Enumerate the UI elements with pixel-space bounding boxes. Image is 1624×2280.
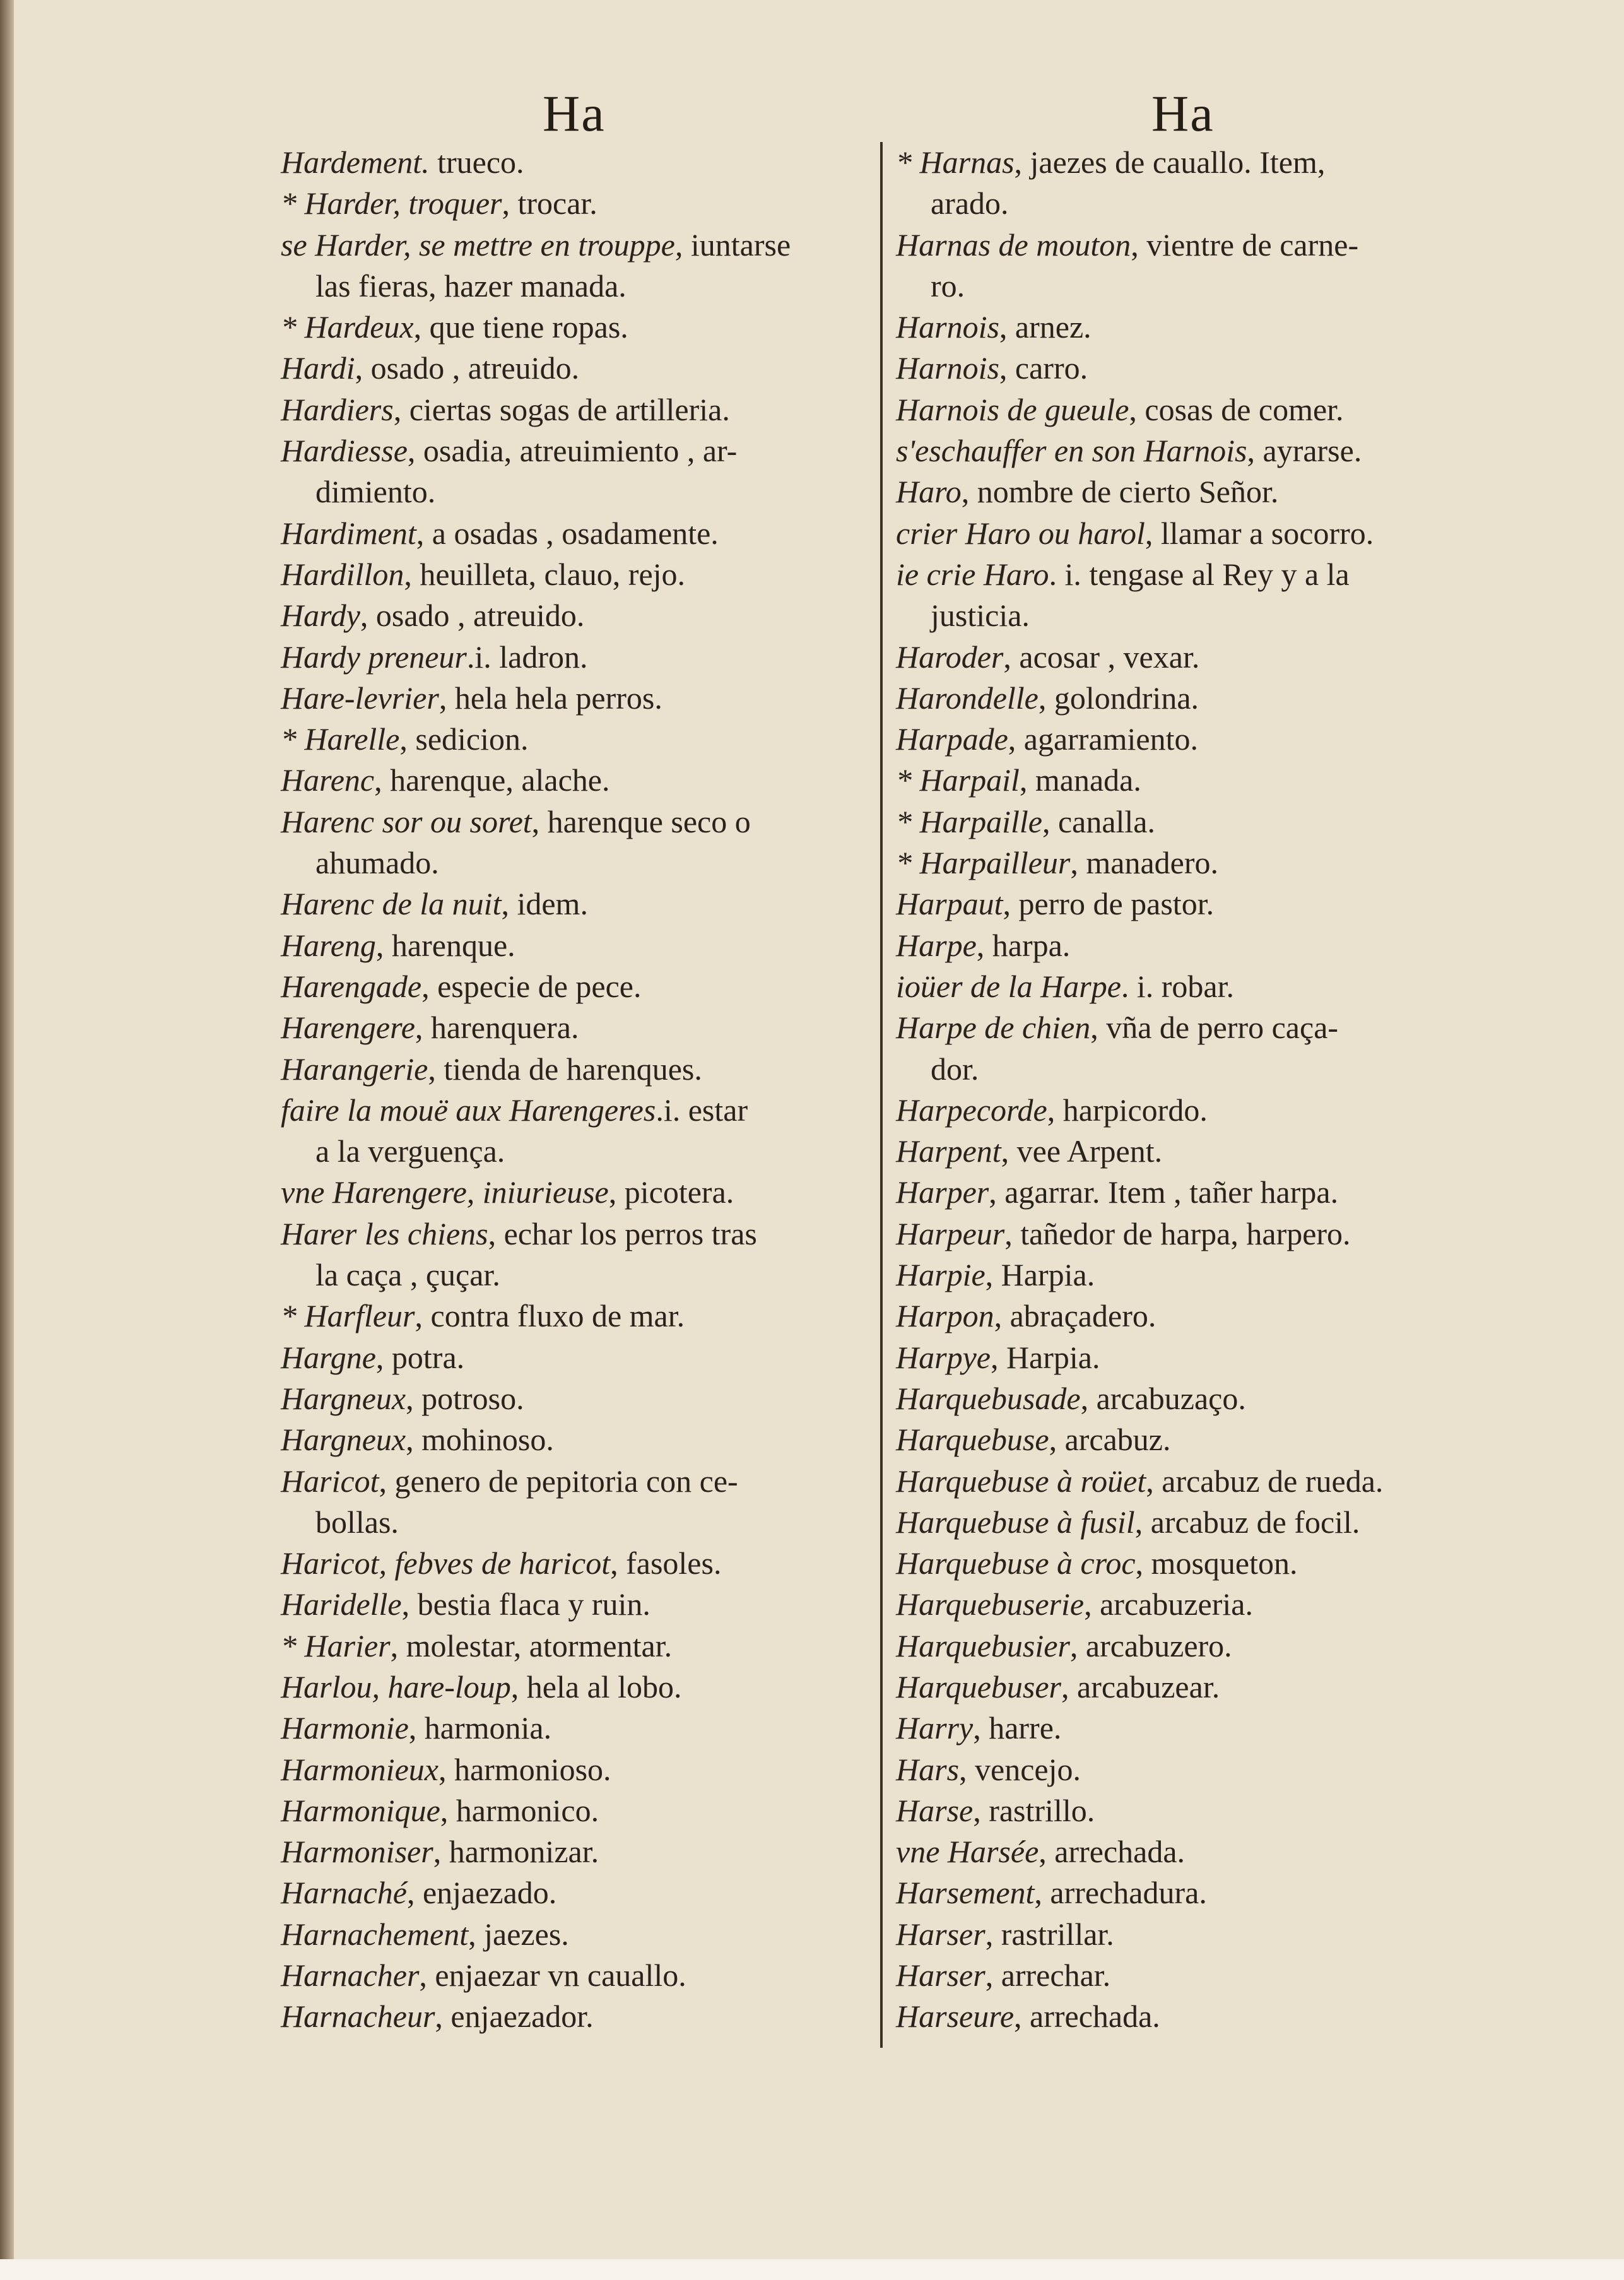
dictionary-entry <box>896 1543 1539 1584</box>
entry-headword: Harengere <box>281 1010 415 1046</box>
dictionary-entry <box>281 1955 877 1996</box>
entry-headword: Harengade <box>281 968 422 1004</box>
entry-headword: Harangerie <box>281 1051 428 1087</box>
dictionary-entry <box>896 678 1539 719</box>
entry-gloss: , ciertas sogas de artilleria. <box>393 391 730 427</box>
entry-gloss: , osadia, atreuimiento , ar- <box>407 433 738 469</box>
dictionary-entry <box>281 471 877 512</box>
entry-headword: * Harier <box>281 1627 391 1663</box>
entry-headword: Harquebuse <box>896 1422 1049 1458</box>
entry-headword: Harenc sor ou soret <box>281 803 532 839</box>
dictionary-entry <box>896 801 1539 842</box>
entry-gloss: bollas. <box>315 1504 399 1540</box>
entry-headword: Harpaut <box>896 886 1003 922</box>
dictionary-entry <box>896 719 1539 760</box>
entry-headword: Hardement. <box>281 145 430 180</box>
entry-gloss: , enjaezar vn cauallo. <box>419 1958 686 1994</box>
entry-headword: Harnacheur <box>281 1999 435 2035</box>
entry-gloss: , enjaezado. <box>406 1875 557 1911</box>
dictionary-entry <box>896 1831 1539 1872</box>
entry-headword: Harnas de mouton <box>896 227 1131 263</box>
dictionary-entry <box>281 1914 877 1955</box>
dictionary-entry <box>281 266 877 307</box>
entry-headword: Harpecorde <box>896 1092 1047 1128</box>
dictionary-entry <box>896 1708 1539 1749</box>
dictionary-entry <box>281 1996 877 2037</box>
entry-headword: Harnacher <box>281 1958 420 1994</box>
entry-gloss: dimiento. <box>315 474 436 510</box>
entry-gloss: , contra fluxo de mar. <box>415 1298 685 1334</box>
dictionary-entry <box>896 348 1539 389</box>
entry-headword: Harse <box>896 1792 974 1828</box>
dictionary-entry <box>281 348 877 389</box>
entry-headword: Hars <box>896 1751 960 1787</box>
entry-headword: Harquebuser <box>896 1669 1062 1704</box>
dictionary-entry <box>281 719 877 760</box>
dictionary-entry <box>281 554 877 595</box>
entry-gloss: , jaezes de cauallo. Item, <box>1014 145 1326 180</box>
dictionary-entry <box>281 142 877 183</box>
dictionary-entry <box>281 225 877 266</box>
entry-headword: Harper <box>896 1174 989 1210</box>
dictionary-entry <box>896 183 1539 224</box>
entry-headword: Harenc <box>281 762 375 798</box>
entry-gloss: a la verguença. <box>315 1133 505 1169</box>
entry-headword: Harser <box>896 1958 986 1994</box>
dictionary-entry <box>896 1749 1539 1790</box>
entry-gloss: , Harpia. <box>985 1257 1095 1293</box>
entry-gloss: , especie de pece. <box>421 968 642 1004</box>
entry-headword: Harlou, hare-loup <box>281 1669 511 1704</box>
entry-headword: Harsement <box>896 1875 1035 1911</box>
entry-gloss: , canalla. <box>1042 803 1155 839</box>
entry-gloss: , ayrarse. <box>1247 433 1362 469</box>
entry-gloss: , mosqueton. <box>1135 1545 1298 1581</box>
entry-headword: ioüer de la Harpe <box>896 968 1121 1004</box>
dictionary-entry <box>281 883 877 924</box>
dictionary-entry <box>281 595 877 636</box>
entry-headword: Hardiers <box>281 391 394 427</box>
entry-headword: Harpent <box>896 1133 1001 1169</box>
entry-gloss: .i. ladron. <box>466 639 588 675</box>
entry-gloss: , picotera. <box>608 1174 734 1210</box>
dictionary-entry <box>281 637 877 678</box>
entry-headword: Hargneux <box>281 1380 406 1416</box>
entry-gloss: , harmonioso. <box>438 1751 611 1787</box>
entry-gloss: , fasoles. <box>610 1545 722 1581</box>
entry-gloss: , hela hela perros. <box>438 680 662 716</box>
entry-gloss: dor. <box>931 1051 979 1087</box>
entry-gloss: , mohinoso. <box>406 1422 554 1458</box>
left-running-head: Ha <box>543 85 606 142</box>
entry-gloss: , agarramiento. <box>1008 721 1199 757</box>
dictionary-entry <box>281 1749 877 1790</box>
dictionary-entry <box>896 389 1539 430</box>
entry-gloss: , vientre de carne- <box>1131 227 1359 263</box>
entry-gloss: , tañedor de harpa, harpero. <box>1004 1215 1351 1251</box>
entry-headword: Harquebuserie <box>896 1586 1085 1622</box>
dictionary-entry <box>896 513 1539 554</box>
entry-gloss: , osado , atreuido. <box>355 350 580 386</box>
entry-gloss: , idem. <box>501 886 588 922</box>
entry-headword: Harnois <box>896 350 999 386</box>
dictionary-entry <box>281 389 877 430</box>
dictionary-entry <box>896 1667 1539 1708</box>
entry-gloss: justicia. <box>931 598 1030 634</box>
dictionary-entry <box>281 430 877 471</box>
dictionary-entry <box>896 1296 1539 1337</box>
entry-headword: * Harder, troquer <box>281 186 502 222</box>
entry-gloss: la caça , çuçar. <box>315 1257 500 1293</box>
entry-headword: Hardillon <box>281 556 404 592</box>
entry-gloss: , acosar , vexar. <box>1003 639 1200 675</box>
dictionary-entry <box>896 307 1539 348</box>
entry-gloss: las fieras, hazer manada. <box>315 268 627 304</box>
entry-gloss: iuntarse <box>683 227 791 263</box>
entry-gloss: , Harpia. <box>990 1339 1100 1375</box>
binding-shadow <box>0 0 14 2280</box>
dictionary-entry <box>896 842 1539 883</box>
right-column <box>896 142 1539 2038</box>
entry-headword: Harquebusier <box>896 1627 1070 1663</box>
left-column <box>281 142 877 2038</box>
entry-headword: Hardiesse <box>281 433 408 469</box>
entry-gloss: , sedicion. <box>399 721 529 757</box>
column-divider <box>880 142 883 2048</box>
entry-headword: crier Haro ou harol <box>896 515 1145 551</box>
dictionary-entry <box>896 1090 1539 1131</box>
entry-gloss: trueco. <box>429 145 524 180</box>
entry-headword: Hare-levrier <box>281 680 439 716</box>
dictionary-entry <box>896 760 1539 801</box>
entry-gloss: , enjaezador. <box>435 1999 594 2035</box>
dictionary-entry <box>896 1214 1539 1255</box>
entry-headword: vne Harengere, iniurieuse <box>281 1174 609 1210</box>
entry-gloss: , harmonia. <box>408 1710 552 1746</box>
entry-gloss: , arrechada. <box>1014 1999 1160 2035</box>
entry-gloss: , vee Arpent. <box>1001 1133 1163 1169</box>
entry-headword: Harmonie <box>281 1710 409 1746</box>
entry-gloss: , osado , atreuido. <box>360 598 585 634</box>
dictionary-entry <box>896 430 1539 471</box>
entry-headword: * Hardeux <box>281 309 414 345</box>
dictionary-entry <box>281 1296 877 1337</box>
entry-headword: Haricot <box>281 1463 379 1499</box>
entry-headword: Hardy preneur <box>281 639 467 675</box>
entry-headword: * Harpail <box>896 762 1020 798</box>
entry-gloss: , arrechadura. <box>1034 1875 1207 1911</box>
dictionary-entry <box>896 1996 1539 2037</box>
dictionary-entry <box>281 1831 877 1872</box>
entry-gloss: , arcabuz. <box>1049 1422 1171 1458</box>
dictionary-entry <box>896 1378 1539 1419</box>
page-bottom-edge <box>0 2259 1624 2280</box>
dictionary-entry <box>896 225 1539 266</box>
entry-gloss: . i. robar. <box>1121 968 1235 1004</box>
entry-headword: Harquebuse à croc <box>896 1545 1136 1581</box>
dictionary-entry <box>896 1007 1539 1048</box>
dictionary-entry <box>896 966 1539 1007</box>
dictionary-entry <box>281 1708 877 1749</box>
entry-headword: Harquebuse à roüet <box>896 1463 1146 1499</box>
entry-gloss: , vña de perro caça- <box>1090 1010 1339 1046</box>
entry-headword: Haridelle <box>281 1586 402 1622</box>
entry-gloss: , arnez. <box>999 309 1091 345</box>
dictionary-entry <box>281 1419 877 1460</box>
entry-headword: Harnois <box>896 309 999 345</box>
dictionary-entry <box>281 1255 877 1296</box>
dictionary-entry <box>896 1337 1539 1378</box>
entry-gloss: , arcabuzear. <box>1061 1669 1220 1704</box>
entry-headword: Haricot, febves de haricot <box>281 1545 611 1581</box>
dictionary-entry <box>281 1378 877 1419</box>
dictionary-entry <box>281 1584 877 1625</box>
dictionary-entry <box>896 471 1539 512</box>
entry-gloss: , potra. <box>375 1339 465 1375</box>
entry-headword: Hargneux <box>281 1422 406 1458</box>
dictionary-entry <box>896 883 1539 924</box>
dictionary-entry <box>896 1955 1539 1996</box>
entry-headword: Harpe <box>896 927 977 963</box>
entry-headword: ie crie Haro <box>896 556 1049 592</box>
dictionary-entry <box>281 842 877 883</box>
entry-headword: * Harpailleur <box>896 845 1071 881</box>
entry-gloss: , llamar a socorro. <box>1144 515 1374 551</box>
entry-gloss: , harpa. <box>976 927 1071 963</box>
entry-headword: Harenc de la nuit <box>281 886 502 922</box>
entry-headword: Hardi <box>281 350 355 386</box>
entry-gloss: , heuilleta, clauo, rejo. <box>404 556 686 592</box>
dictionary-entry <box>281 966 877 1007</box>
entry-headword: Harser <box>896 1916 986 1952</box>
entry-gloss: arado. <box>931 186 1009 222</box>
entry-headword: Harpeur <box>896 1215 1005 1251</box>
entry-headword: Harquebusade <box>896 1380 1081 1416</box>
entry-gloss: , arcabuzeria. <box>1084 1586 1253 1622</box>
dictionary-entry <box>896 1419 1539 1460</box>
entry-gloss: , echar los perros tras <box>488 1215 757 1251</box>
entry-gloss: , a osadas , osadamente. <box>416 515 719 551</box>
dictionary-entry <box>281 1626 877 1667</box>
dictionary-entry <box>896 142 1539 183</box>
dictionary-entry <box>281 1790 877 1831</box>
dictionary-entry <box>281 760 877 801</box>
dictionary-entry <box>281 1090 877 1131</box>
dictionary-entry <box>281 1543 877 1584</box>
entry-gloss: , vencejo. <box>959 1751 1081 1787</box>
entry-gloss: , agarrar. Item , tañer harpa. <box>989 1174 1339 1210</box>
entry-gloss: , harmonico. <box>440 1792 599 1828</box>
entry-gloss: , manadero. <box>1070 845 1219 881</box>
entry-gloss: , arcabuz de rueda. <box>1146 1463 1384 1499</box>
dictionary-entry <box>896 1131 1539 1172</box>
dictionary-entry <box>896 1584 1539 1625</box>
dictionary-entry <box>896 1914 1539 1955</box>
dictionary-entry <box>896 637 1539 678</box>
dictionary-entry <box>896 1626 1539 1667</box>
dictionary-entry <box>896 595 1539 636</box>
entry-headword: * Harnas <box>896 145 1015 180</box>
dictionary-entry <box>896 1790 1539 1831</box>
entry-gloss: , perro de pastor. <box>1003 886 1215 922</box>
entry-gloss: , manada. <box>1019 762 1141 798</box>
dictionary-entry <box>281 1872 877 1913</box>
entry-headword: Hargne <box>281 1339 376 1375</box>
entry-headword: Harer les chiens <box>281 1215 488 1251</box>
entry-gloss: , carro. <box>999 350 1088 386</box>
entry-gloss: , tienda de harenques. <box>428 1051 702 1087</box>
entry-gloss: , arrechar. <box>985 1958 1111 1994</box>
dictionary-entry <box>281 183 877 224</box>
entry-headword: * Harelle <box>281 721 400 757</box>
dictionary-entry <box>281 925 877 966</box>
entry-gloss: , que tiene ropas. <box>413 309 628 345</box>
entry-gloss: , rastrillo. <box>973 1792 1095 1828</box>
entry-gloss: , harenquera. <box>415 1010 579 1046</box>
dictionary-entry <box>281 678 877 719</box>
entry-headword: Harquebuse à fusil <box>896 1504 1135 1540</box>
entry-gloss: , harpicordo. <box>1047 1092 1208 1128</box>
entry-gloss: , jaezes. <box>468 1916 569 1952</box>
entry-headword: * Harfleur <box>281 1298 415 1334</box>
entry-headword: Hardiment <box>281 515 416 551</box>
dictionary-entry <box>896 1255 1539 1296</box>
entry-headword: Harseure <box>896 1999 1015 2035</box>
entry-gloss: ahumado. <box>315 845 439 881</box>
entry-headword: Haro <box>896 474 962 510</box>
entry-headword: vne Harsée <box>896 1834 1039 1870</box>
dictionary-entry <box>281 1049 877 1090</box>
dictionary-entry <box>281 1461 877 1502</box>
entry-headword: Harpade <box>896 721 1008 757</box>
entry-gloss: , harenque seco o <box>531 803 751 839</box>
entry-headword: Hardy <box>281 598 360 634</box>
entry-gloss: , nombre de cierto Señor. <box>961 474 1279 510</box>
dictionary-entry <box>281 1502 877 1543</box>
dictionary-entry <box>281 513 877 554</box>
entry-gloss: , arcabuz de focil. <box>1134 1504 1360 1540</box>
entry-gloss: . i. tengase al Rey y a la <box>1049 556 1350 592</box>
dictionary-entry <box>281 1131 877 1172</box>
entry-gloss: , molestar, atormentar. <box>390 1627 673 1663</box>
dictionary-entry <box>896 1461 1539 1502</box>
entry-gloss: , cosas de comer. <box>1129 391 1344 427</box>
entry-headword: Harondelle <box>896 680 1039 716</box>
entry-gloss: , genero de pepitoria con ce- <box>379 1463 738 1499</box>
dictionary-entry <box>281 1172 877 1213</box>
entry-headword: Hareng <box>281 927 376 963</box>
entry-headword: Harmonieux <box>281 1751 438 1787</box>
dictionary-entry <box>281 1667 877 1708</box>
entry-gloss: ro. <box>931 268 965 304</box>
entry-gloss: , rastrillar. <box>985 1916 1114 1952</box>
entry-gloss: , hela al lobo. <box>510 1669 682 1704</box>
dictionary-entry <box>281 801 877 842</box>
dictionary-entry <box>896 554 1539 595</box>
entry-headword: Harpie <box>896 1257 986 1293</box>
dictionary-entry <box>896 266 1539 307</box>
dictionary-entry <box>896 1872 1539 1913</box>
entry-gloss: , arrechada. <box>1039 1834 1186 1870</box>
entry-headword: faire la mouë aux Harengeres <box>281 1092 656 1128</box>
entry-gloss: , harenque, alache. <box>374 762 610 798</box>
entry-headword: Harmonique <box>281 1792 440 1828</box>
dictionary-entry <box>281 307 877 348</box>
entry-gloss: , arcabuzero. <box>1069 1627 1232 1663</box>
dictionary-entry <box>896 1172 1539 1213</box>
dictionary-entry <box>281 1337 877 1378</box>
entry-gloss: , golondrina. <box>1038 680 1199 716</box>
entry-gloss: , arcabuzaço. <box>1080 1380 1246 1416</box>
dictionary-entry <box>896 1049 1539 1090</box>
entry-gloss: .i. estar <box>656 1092 748 1128</box>
dictionary-entry <box>896 925 1539 966</box>
dictionary-entry <box>281 1007 877 1048</box>
entry-gloss: , abraçadero. <box>994 1298 1156 1334</box>
entry-headword: s'eschauffer en son Harnois <box>896 433 1247 469</box>
right-running-head: Ha <box>1151 85 1215 142</box>
entry-gloss: , bestia flaca y ruin. <box>401 1586 650 1622</box>
entry-headword: Harmoniser <box>281 1834 433 1870</box>
entry-gloss: , harre. <box>973 1710 1062 1746</box>
entry-headword: se Harder, se mettre en trouppe, <box>281 227 683 263</box>
entry-headword: Harnaché <box>281 1875 407 1911</box>
entry-headword: Haroder <box>896 639 1004 675</box>
entry-gloss: , trocar. <box>502 186 597 222</box>
entry-headword: * Harpaille <box>896 803 1042 839</box>
entry-headword: Harnachement <box>281 1916 469 1952</box>
entry-gloss: , potroso. <box>406 1380 524 1416</box>
entry-headword: Harpon <box>896 1298 994 1334</box>
entry-gloss: , harmonizar. <box>433 1834 599 1870</box>
dictionary-entry <box>281 1214 877 1255</box>
entry-headword: Harpe de chien <box>896 1010 1091 1046</box>
entry-headword: Harpye <box>896 1339 991 1375</box>
entry-gloss: , harenque. <box>375 927 515 963</box>
entry-headword: Harnois de gueule <box>896 391 1129 427</box>
dictionary-entry <box>896 1502 1539 1543</box>
entry-headword: Harry <box>896 1710 974 1746</box>
